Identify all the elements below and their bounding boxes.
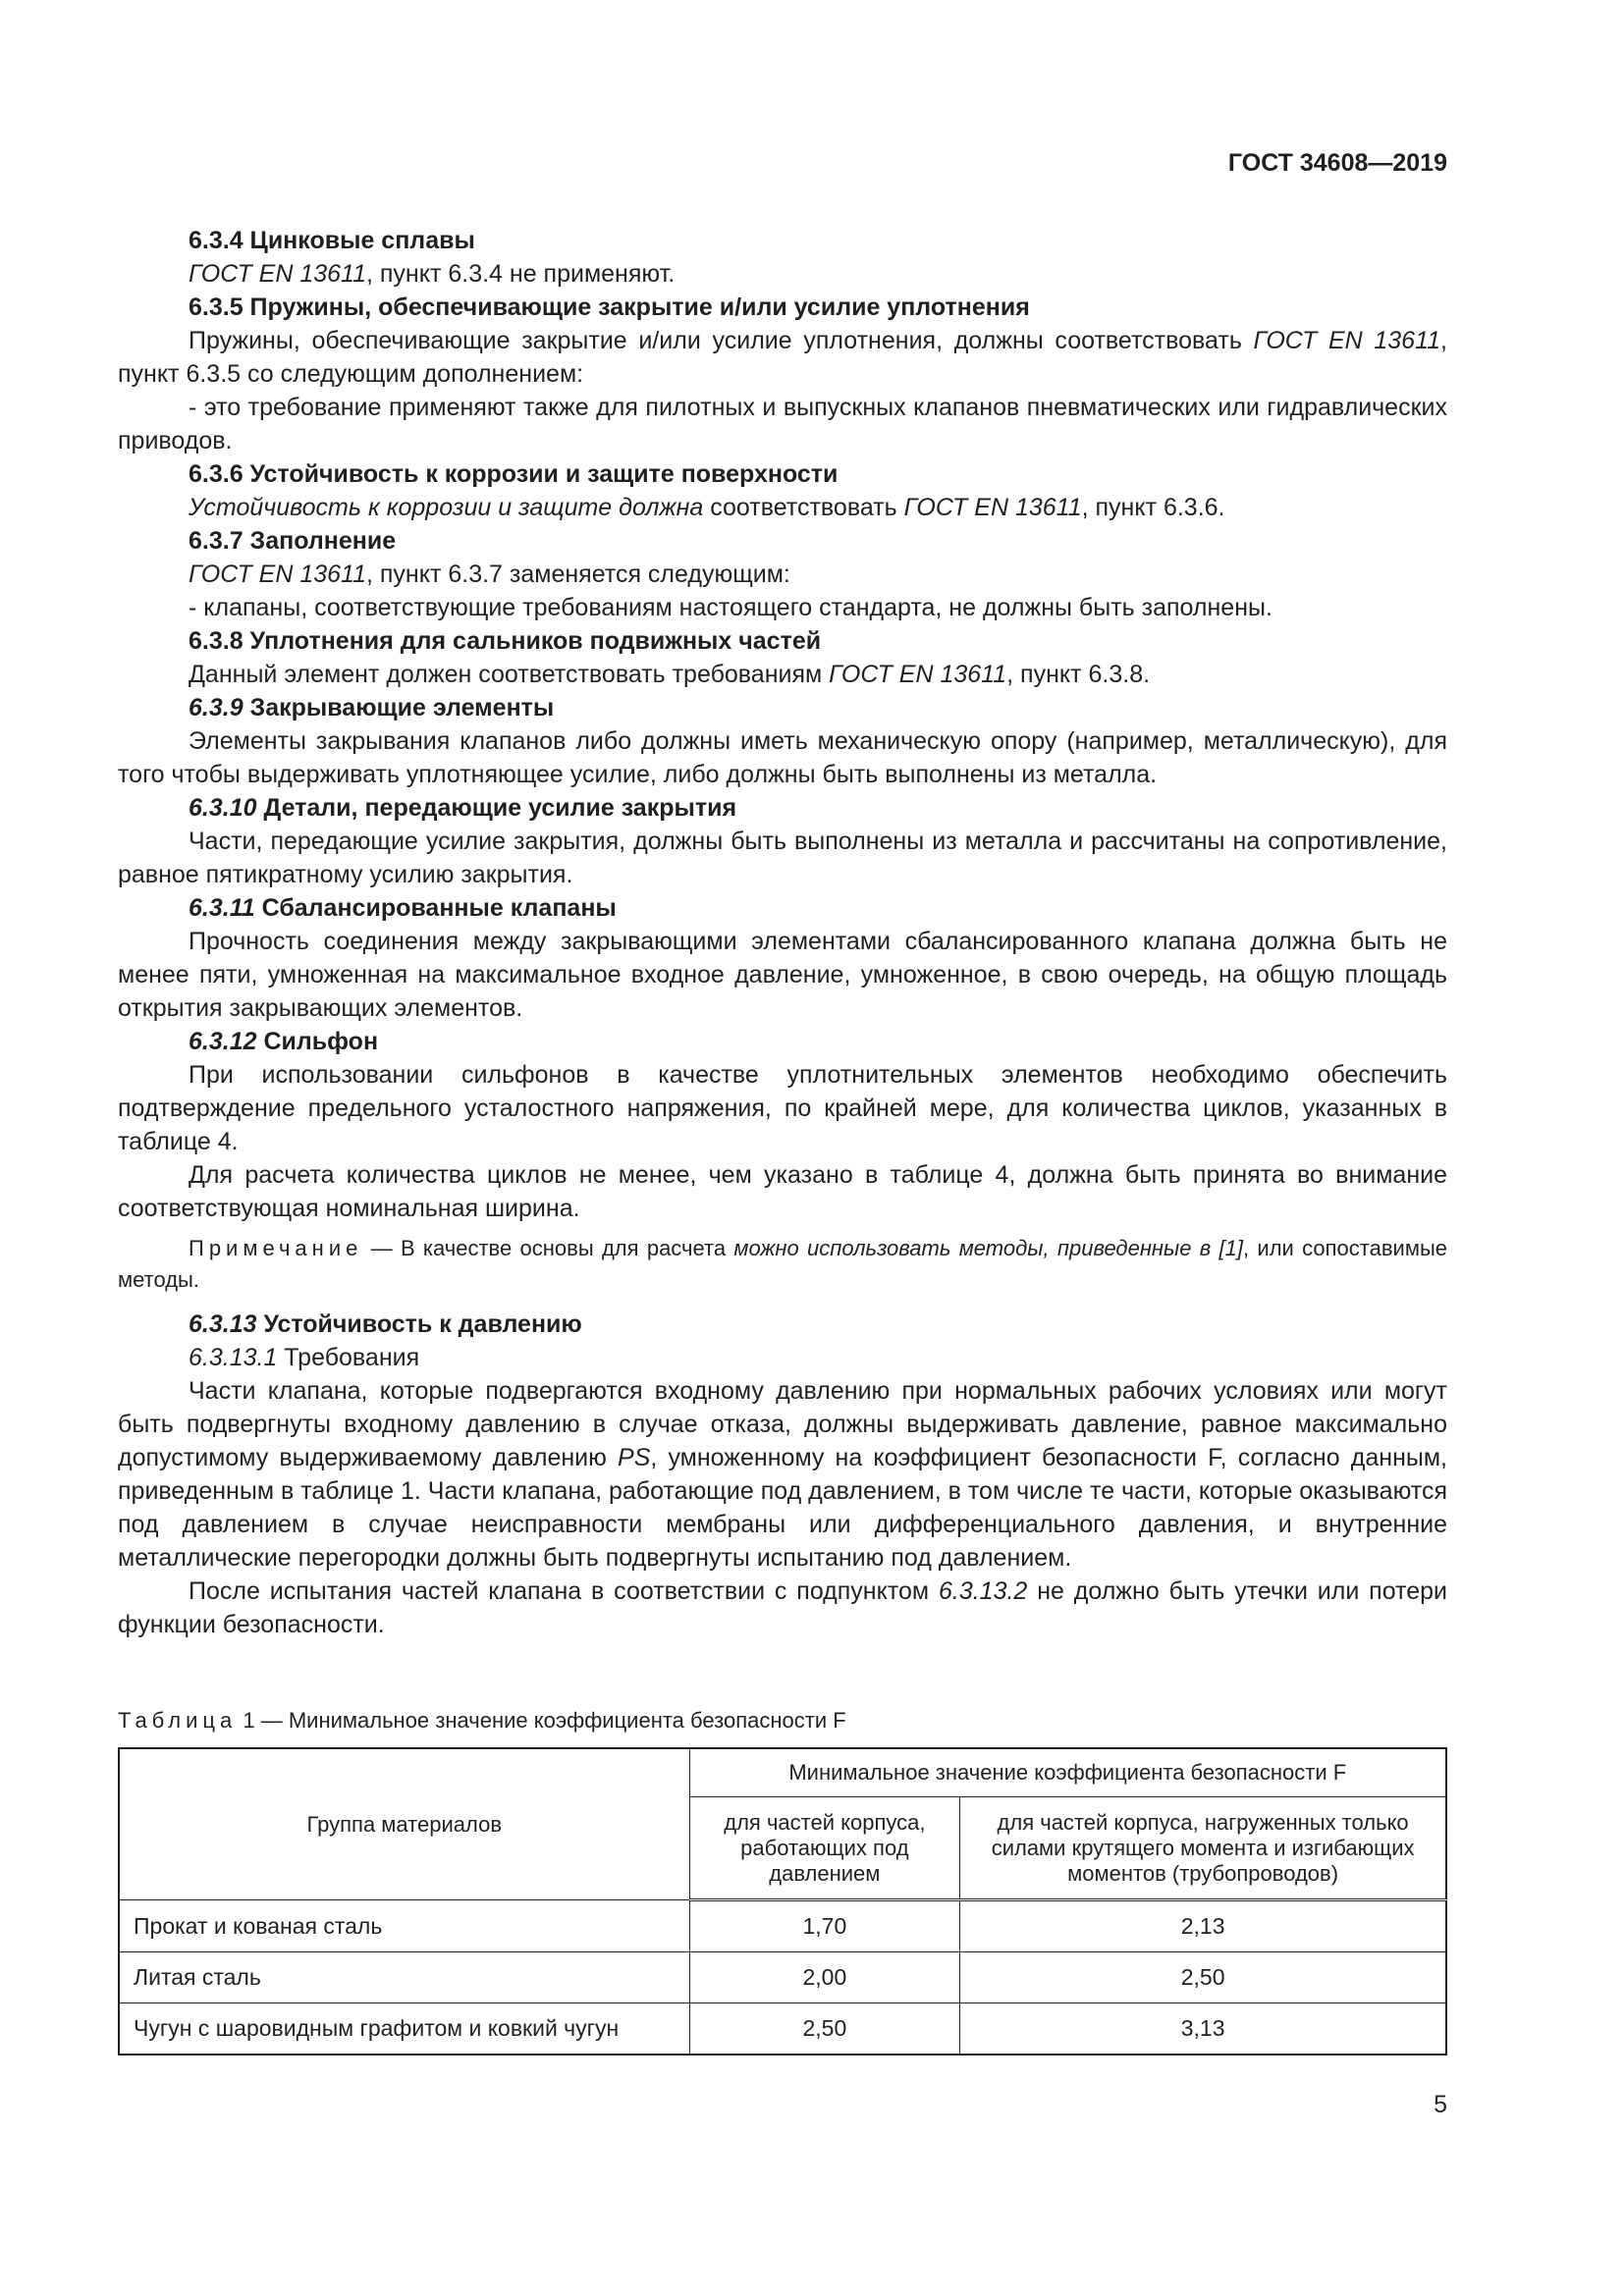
section-6-3-11-heading: 6.3.11 Сбалансированные клапаны: [189, 894, 617, 922]
safety-factor-table: [118, 1747, 1447, 2056]
material-cell: Прокат и кованая сталь: [119, 1900, 689, 1952]
table-caption: Таблица 1 — Минимальное значение коэффициента безопасности F: [118, 1708, 846, 1733]
header-min-safety-factor: Минимальное значение коэффициента безопасности F: [689, 1748, 1446, 1797]
page-number: 5: [1434, 2091, 1447, 2118]
section-6-3-13-heading: 6.3.13 Устойчивость к давлению: [189, 1310, 582, 1338]
value-cell: 2,13: [960, 1900, 1446, 1952]
header-torque-parts: для частей корпуса, нагруженных только силами крутящего момента и изгибающих моментов (трубопроводов): [960, 1797, 1446, 1900]
table-row: [119, 2003, 1446, 2056]
section-6-3-9-heading: 6.3.9 Закрывающие элементы: [189, 694, 555, 721]
section-6-3-7-list-item: - клапаны, соответствующие требованиям настоящего стандарта, не должны быть заполнены.: [189, 594, 1272, 621]
section-6-3-11-paragraph: Прочность соединения между закрывающими элементами сбалансированного клапана должна быть не менее пяти, умноженная на максимальное входное давление, умноженное, в свою очередь, на общую площадь открытия закрывающих элементов.: [118, 928, 1447, 1022]
section-6-3-8-heading: 6.3.8 Уплотнения для сальников подвижных частей: [189, 627, 822, 655]
section-6-3-9-paragraph: Элементы закрывания клапанов либо должны иметь механическую опору (например, металлическую), для того чтобы выдерживать уплотняющее усилие, либо должны быть выполнены из металла.: [118, 727, 1447, 788]
section-6-3-5-list-item: - это требование применяют также для пилотных и выпускных клапанов пневматических или гидравлических приводов.: [118, 394, 1447, 454]
section-6-3-7-paragraph: ГОСТ EN 13611, пункт 6.3.7 заменяется следующим:: [189, 561, 790, 588]
section-6-3-4-heading: 6.3.4 Цинковые сплавы: [189, 227, 475, 254]
material-cell: Литая сталь: [119, 1952, 689, 2003]
section-6-3-10-heading: 6.3.10 Детали, передающие усилие закрытия: [189, 794, 737, 822]
section-6-3-10-paragraph: Части, передающие усилие закрытия, должны быть выполнены из металла и рассчитаны на сопротивление, равное пятикратному усилию закрытия.: [118, 828, 1447, 888]
section-6-3-12-paragraph-2: Для расчета количества циклов не менее, чем указано в таблице 4, должна быть принята во внимание соответствующая номинальная ширина.: [118, 1161, 1447, 1222]
section-6-3-8-paragraph: Данный элемент должен соответствовать требованиям ГОСТ EN 13611, пункт 6.3.8.: [189, 661, 1151, 688]
section-6-3-7-heading: 6.3.7 Заполнение: [189, 527, 397, 555]
value-cell: 2,50: [960, 1952, 1446, 2003]
material-cell: Чугун с шаровидным графитом и ковкий чугун: [119, 2003, 689, 2056]
table-row: [119, 1900, 1446, 1952]
value-cell: 2,00: [689, 1952, 960, 2003]
note: Примечание — В качестве основы для расчета можно использовать методы, приведенные в [1], или сопоставимые методы.: [118, 1236, 1447, 1292]
section-6-3-5-paragraph: Пружины, обеспечивающие закрытие и/или усилие уплотнения, должны соответствовать ГОСТ EN 13611, пункт 6.3.5 со следующим дополнением:: [118, 327, 1447, 388]
header-pressure-parts: для частей корпуса, работающих под давлением: [689, 1797, 960, 1900]
section-6-3-12-heading: 6.3.12 Сильфон: [189, 1028, 379, 1055]
table-row: [119, 1952, 1446, 2003]
section-6-3-13-1-paragraph-1: Части клапана, которые подвергаются входному давлению при нормальных рабочих условиях или могут быть подвергнуты входному давлению в случае отказа, должны выдерживать давление, равное максимально допустимому выдерживаемому давлению PS, умноженному на коэффициент безопасности F, согласно данным, приведенным в таблице 1. Части клапана, работающие под давлением, в том числе те части, которые оказываются под давлением в случае неисправности мембраны или дифференциального давления, и внутренние металлические перегородки должны быть подвергнуты испытанию под давлением.: [118, 1377, 1447, 1572]
value-cell: 3,13: [960, 2003, 1446, 2056]
value-cell: 1,70: [689, 1900, 960, 1952]
section-6-3-13-1-paragraph-2: После испытания частей клапана в соответствии с подпунктом 6.3.13.2 не должно быть утечки или потери функции безопасности.: [118, 1577, 1447, 1638]
main-text: [118, 224, 1447, 1641]
value-cell: 2,50: [689, 2003, 960, 2056]
document-id: ГОСТ 34608—2019: [1227, 149, 1447, 177]
header-material-group: Группа материалов: [119, 1748, 689, 1900]
section-6-3-12-paragraph-1: При использовании сильфонов в качестве уплотнительных элементов необходимо обеспечить подтверждение предельного усталостного напряжения, по крайней мере, для количества циклов, указанных в таблице 4.: [118, 1061, 1447, 1155]
section-6-3-6-heading: 6.3.6 Устойчивость к коррозии и защите поверхности: [189, 460, 839, 488]
section-6-3-4-text: ГОСТ EN 13611, пункт 6.3.4 не применяют.: [189, 260, 676, 288]
section-6-3-5-heading: 6.3.5 Пружины, обеспечивающие закрытие и/или усилие уплотнения: [189, 294, 1030, 321]
section-6-3-6-paragraph: Устойчивость к коррозии и защите должна соответствовать ГОСТ EN 13611, пункт 6.3.6.: [189, 494, 1225, 521]
section-6-3-13-1-heading: 6.3.13.1 Требования: [189, 1344, 420, 1371]
